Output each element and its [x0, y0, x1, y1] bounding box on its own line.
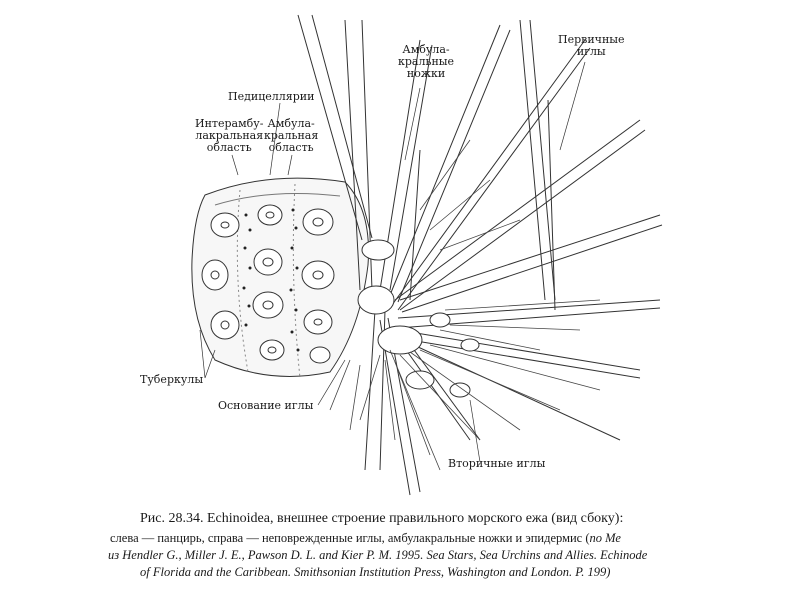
label-interambulacral-area: Интерамбу- лакральная область [195, 117, 264, 154]
label-tubercles: Туберкулы [140, 373, 204, 386]
label-ambulacral-feet: Амбула- кральные ножки [398, 43, 455, 80]
label-primary-spines: Первичные иглы [558, 33, 625, 58]
label-spine-base: Основание иглы [218, 399, 314, 412]
figure-caption-line3: из Hendler G., Miller J. E., Pawson D. L. and Kier P. M. 1995. Sea Stars, Sea Urchins and Allies. Echinode [108, 548, 648, 562]
figure-caption-line2: слева — панцирь, справа — неповрежденные иглы, амбулакральные ножки и эпидермис (по Ме [110, 531, 621, 545]
spine-base-cluster [358, 240, 479, 397]
label-pedicellariae: Педицеллярии [228, 90, 315, 103]
label-secondary-spines: Вторичные иглы [448, 457, 546, 470]
figure-caption-line4: of Florida and the Caribbean. Smithsonian Institution Press, Washington and London. P. 199) [140, 565, 611, 579]
figure-caption-title: Рис. 28.34. Echinoidea, внешнее строение правильного морского ежа (вид сбоку): [140, 511, 624, 526]
label-ambulacral-area: Амбула- кральная область [264, 117, 319, 154]
